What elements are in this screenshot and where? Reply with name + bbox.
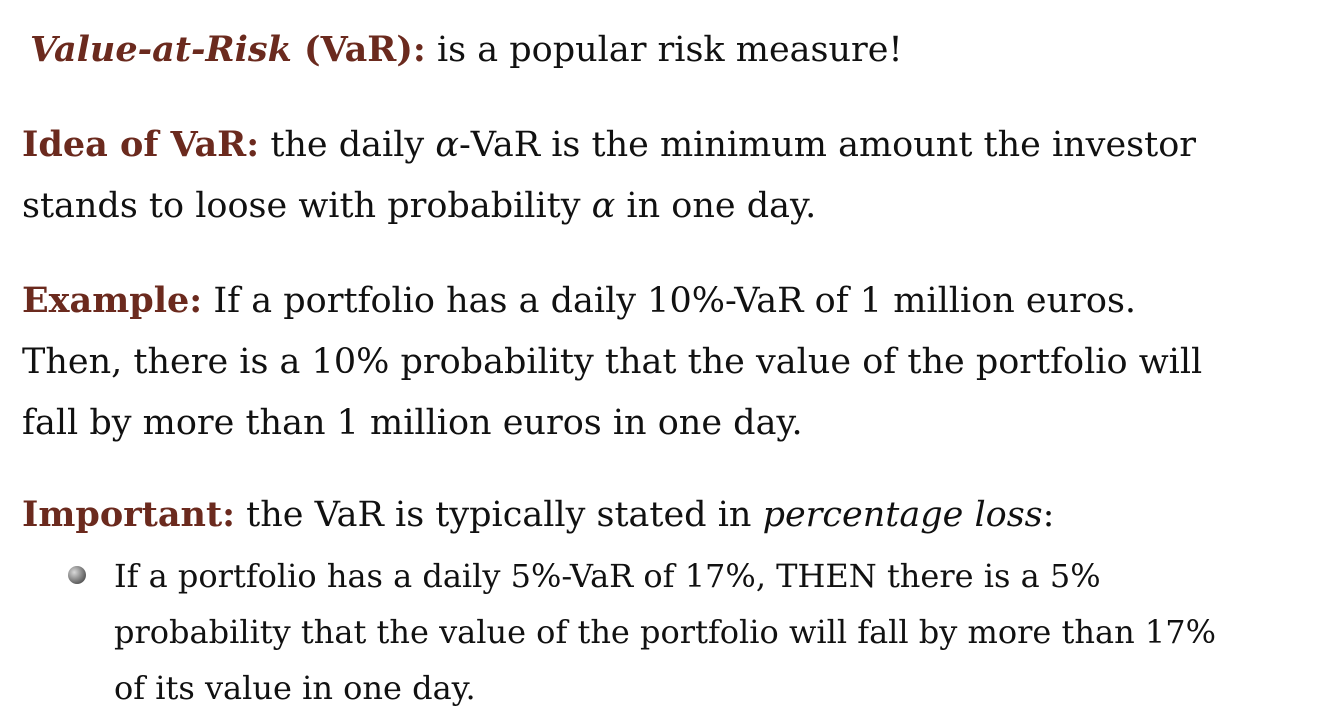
idea-text-d: in one day. (615, 186, 817, 226)
bullet-line-1: If a portfolio has a daily 5%-VaR of 17%, THEN there is a 5% (114, 557, 1101, 595)
example-line-2: Then, there is a 10% probability that the value of the portfolio will (22, 342, 1203, 382)
important-heading: Important: (22, 494, 236, 535)
idea-line-2 (22, 176, 1312, 237)
idea-heading: Idea of VaR: (22, 124, 260, 165)
example-heading: Example: (22, 280, 203, 321)
important-emphasis: percentage loss (762, 495, 1043, 535)
important-text-b: : (1042, 495, 1055, 535)
var-abbrev: (VaR): (291, 29, 426, 70)
idea-text-b: -VaR is the minimum amount the investor (458, 125, 1197, 165)
bullet-line-3: of its value in one day. (114, 669, 476, 707)
bullet-icon (68, 566, 86, 584)
idea-text-a: the daily (259, 125, 436, 165)
bullet-line-2: probability that the value of the portfolio will fall by more than 17% (114, 613, 1216, 651)
idea-text-c: stands to loose with probability (22, 186, 592, 226)
example-text-1: If a portfolio has a daily 10%-VaR of 1 million euros. (202, 281, 1137, 321)
important-text-a: the VaR is typically stated in (235, 495, 763, 535)
important-paragraph (22, 484, 1312, 546)
intro-text: is a popular risk measure! (425, 30, 903, 70)
bullet-item (114, 548, 1324, 716)
alpha-symbol-2: α (591, 186, 616, 226)
example-line-1 (22, 270, 1312, 332)
idea-paragraph (22, 114, 1312, 237)
idea-line-1 (22, 114, 1312, 176)
example-paragraph (22, 270, 1312, 454)
intro-paragraph (30, 19, 1320, 81)
alpha-symbol: α (435, 125, 459, 165)
var-term: Value-at-Risk (30, 29, 292, 70)
example-line-3: fall by more than 1 million euros in one day. (22, 403, 803, 443)
